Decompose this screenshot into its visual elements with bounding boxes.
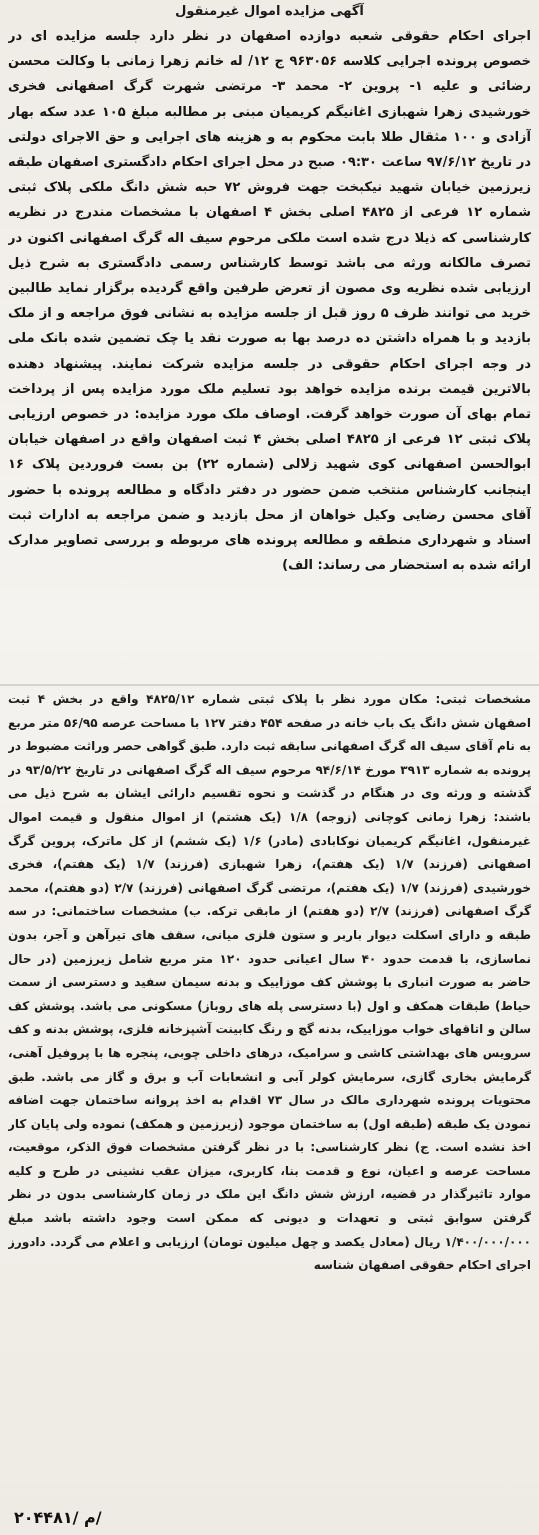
notice-paragraph-1: اجرای احکام حقوقی شعبه دوازده اصفهان در نظر دارد جلسه مزایده ای در خصوص پرونده اجرایی کلاسه ۹۶۳۰۵۶ ج ۱۲/ له خانم زهرا زمانی با وکالت محسن رضائی و علیه ۱- پروین ۲- محمد ۳- مرتضی شهرت گرگ اصفهانی فخری خورشیدی زهرا شهبازی اغانیگم کریمیان مبنی بر مطالبه مبلغ ۱۰۵ عدد سکه بهار آزادی و ۱۰۰ مثقال طلا بابت محکوم به و هزینه های اجرایی و حق الاجرای دولتی در تاریخ ۹۷/۶/۱۲ ساعت ۰۹:۳۰ صبح در محل اجرای احکام دادگستری اصفهان طبقه زیرزمین خیابان شهید نیکبخت جهت فروش ۷۲ حبه شش دانگ ملکی پلاک ثبتی شماره ۱۲ فرعی از ۴۸۲۵ اصلی بخش ۴ اصفهان با مشخصات مندرج در نظریه کارشناسی که ذیلا درج شده است ملکی مرحوم سیف اله گرگ اصفهانی اکنون در تصرف مالکانه ورثه می باشد توسط کارشناس رسمی دادگستری به شرح ذیل ارزیابی شده نظریه وی مصون از تعرض طرفین واقع گردیده برگزار نماید طالبین خرید می توانند ظرف ۵ روز قبل از جلسه مزایده به نشانی فوق مراجعه و از ملک بازدید و با همراه داشتن ده درصد بها به صورت نقد یا چک تضمین شده بانک ملی در وجه اجرای احکام حقوقی در جلسه مزایده شرکت نمایند. پیشنهاد دهنده بالاترین قیمت برنده مزایده خواهد بود تسلیم ملک مورد مزایده پس از پرداخت تمام بهای آن صورت خواهد گرفت. اوصاف ملک مورد مزایده: در خصوص ارزیابی پلاک ثبتی ۱۲ فرعی از ۴۸۲۵ اصلی بخش ۴ ثبت اصفهان واقع در اصفهان خیابان ابوالحسن اصفهانی کوی شهید زلالی (شماره ۲۲) بن بست فروردین پلاک ۱۶ اینجانب کارشناس منتخب ضمن حضور در دفتر دادگاه و مطالعه پرونده با حضور آقای محسن رضایی وکیل خواهان از محل بازدید و ضمن مراجعه به ادارات ثبت اسناد و شهرداری منطقه و مطالعه پرونده های مربوطه و بررسی تصاویر مدارک ارائه شده به استحضار می رساند: الف) — [8, 29, 531, 574]
notice-paragraph-2: مشخصات ثبتی: مکان مورد نظر با پلاک ثبتی شماره ۴۸۲۵/۱۲ واقع در بخش ۴ ثبت اصفهان شش دانگ یک باب خانه در صفحه ۴۵۴ دفتر ۱۲۷ با مساحت عرصه ۵۶/۹۵ متر مربع به نام آقای سیف اله گرگ اصفهانی سابقه ثبت دارد. طبق گواهی حصر وراثت مضبوط در پرونده به شماره ۳۹۱۳ مورخ ۹۴/۶/۱۴ مرحوم سیف اله گرگ اصفهانی در تاریخ ۹۳/۵/۲۲ در گذشته و ورثه وی در هنگام در گذشت و نحوه تقسیم دارائی ایشان به شرح ذیل می باشند: زهرا زمانی کوچانی (زوجه) ۱/۸ (یک هشتم) از اموال منقول و قیمت اموال غیرمنقول، اغانیگم کریمیان نوکابادی (مادر) ۱/۶ (یک ششم) از کل ماترک، پروین گرگ اصفهانی (فرزند) ۱/۷ (یک هفتم)، زهرا شهبازی (فرزند) ۱/۷ (یک هفتم)، فخری خورشیدی (فرزند) ۱/۷ (یک هفتم)، مرتضی گرگ اصفهانی (فرزند) ۲/۷ (دو هفتم)، محمد گرگ اصفهانی (فرزند) ۲/۷ (دو هفتم) از مابقی ترکه. ب) مشخصات ساختمانی: در سه طبقه و دارای اسکلت دیوار باربر و ستون فلزی میانی، سقف های تیرآهن و آجر، بدون نماسازی، با قدمت حدود ۴۰ سال اعیانی حدود ۱۲۰ متر مربع شامل زیرزمین (در حال حاضر به صورت انباری با پوشش کف موزاییک و بدنه سیمان سفید و دسترسی از سمت حیاط) طبقات همکف و اول (با دسترسی پله های روباز) مسکونی می باشد. پوشش کف سالن و اتاقهای خواب موزاییک، بدنه گچ و رنگ کابینت آشپزخانه فلزی، پوشش بدنه و کف سرویس های بهداشتی کاشی و سرامیک، درهای داخلی چوبی، پنجره ها با پروفیل آهنی، گرمایش بخاری گازی، سرمایش کولر آبی و انشعابات آب و برق و گاز می باشد. طبق محتویات پرونده شهرداری مالک در سال ۷۳ اقدام به اخذ پروانه ساختمان جهت اضافه نمودن یک طبقه (طبقه اول) به ساختمان موجود (زیرزمین و همکف) نموده ولی پایان کار اخذ نشده است. ج) نظر کارشناسی: با در نظر گرفتن مشخصات فوق الذکر، موقعیت، مساحت عرصه و اعیان، نوع و قدمت بنا، کاربری، میزان عقب نشینی در طرح و کلیه موارد تاثیرگذار در قضیه، ارزش شش دانگ این ملک در زمان کارشناسی بدون در نظر گرفتن سوابق ثبتی و تعهدات و دیونی که ممکن است وجود داشته باشد مبلغ ۱/۴۰۰/۰۰۰/۰۰۰ ریال (معادل یکصد و چهل میلیون تومان) ارزیابی و اعلام می گردد. دادورز اجرای احکام حقوقی اصفهان شناسه — [8, 692, 531, 1273]
notice-title: آگهی مزایده اموال غیرمنقول — [175, 4, 364, 19]
section-divider — [0, 684, 539, 686]
notice-body-lower — [8, 688, 531, 1488]
notice-id-code: ۲۰۴۴۸۱/ م/ — [14, 1508, 102, 1527]
notice-body-upper — [8, 24, 531, 684]
